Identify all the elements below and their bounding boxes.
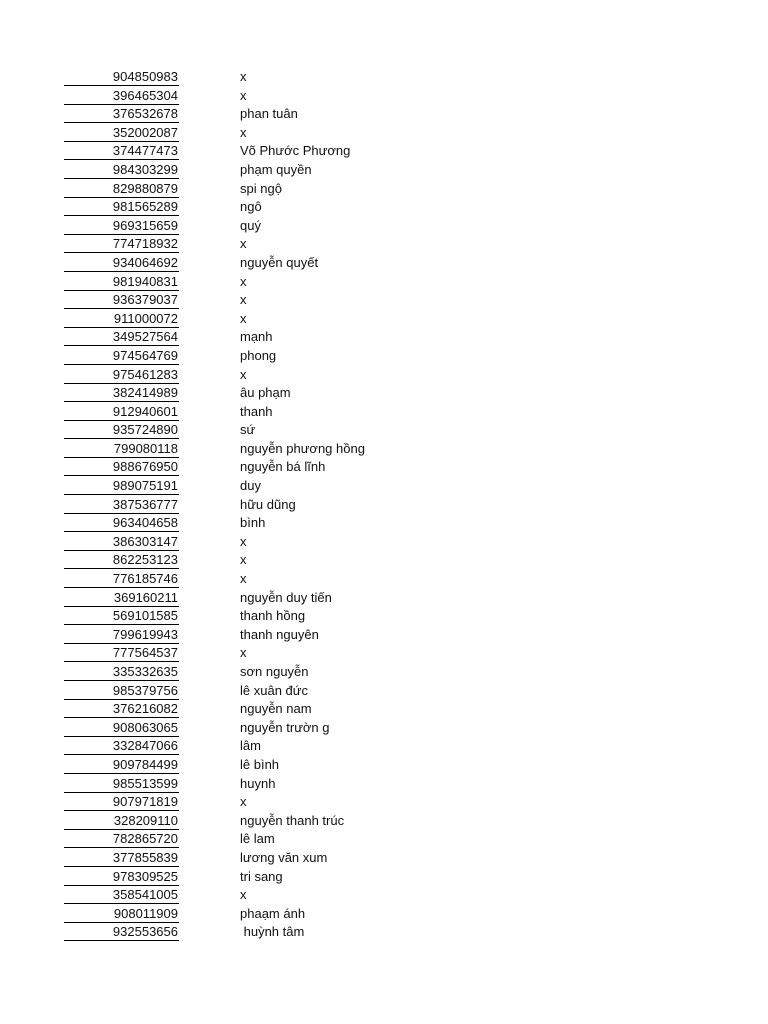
table-row (0, 533, 768, 552)
phone-number-cell: 776185746 (64, 570, 179, 588)
table-row (0, 830, 768, 849)
name-cell: phaạm ánh (240, 905, 306, 921)
table-row (0, 235, 768, 254)
name-cell: x (240, 552, 247, 568)
table-row (0, 626, 768, 645)
phone-number-cell: 374477473 (64, 142, 179, 160)
table-row (0, 328, 768, 347)
table-row (0, 477, 768, 496)
name-cell: x (240, 87, 247, 103)
name-cell: mạnh (240, 329, 273, 345)
name-cell: sơn nguyễn (240, 664, 309, 679)
name-cell: x (240, 794, 247, 810)
name-cell: x (240, 533, 247, 549)
phone-number-cell: 387536777 (64, 496, 179, 514)
name-cell: bình (240, 515, 266, 531)
table-row (0, 87, 768, 106)
phone-number-cell: 934064692 (64, 254, 179, 272)
phone-number-cell: 376216082 (64, 700, 179, 718)
table-row (0, 403, 768, 422)
name-cell: nguyễn phương hồng (240, 440, 365, 456)
phone-number-cell: 981940831 (64, 273, 179, 291)
name-cell: x (240, 887, 247, 903)
phone-number-cell: 862253123 (64, 551, 179, 569)
table-row (0, 905, 768, 924)
phone-number-cell: 935724890 (64, 421, 179, 439)
phone-number-cell: 774718932 (64, 235, 179, 253)
table-row (0, 756, 768, 775)
phone-number-cell: 829880879 (64, 180, 179, 198)
phone-number-cell: 382414989 (64, 384, 179, 402)
name-cell: thanh (240, 403, 273, 419)
phone-number-cell: 985513599 (64, 775, 179, 793)
table-row (0, 682, 768, 701)
name-cell: quý (240, 217, 261, 233)
name-cell: phạm quyền (240, 161, 312, 177)
table-row (0, 105, 768, 124)
name-cell: tri sang (240, 868, 283, 884)
table-row (0, 217, 768, 236)
phone-number-cell: 332847066 (64, 737, 179, 755)
name-cell: thanh hồng (240, 608, 306, 624)
name-cell: huynh (240, 775, 276, 791)
name-cell: huỳnh tâm (240, 924, 305, 940)
table-row (0, 607, 768, 626)
phone-number-cell: 909784499 (64, 756, 179, 774)
name-cell: x (240, 366, 247, 382)
table-row (0, 737, 768, 756)
table-row (0, 644, 768, 663)
name-cell: x (240, 571, 247, 587)
table-row (0, 180, 768, 199)
phone-number-cell: 988676950 (64, 458, 179, 476)
name-cell: Võ Phước Phương (240, 143, 351, 159)
phone-number-cell: 932553656 (64, 923, 179, 941)
phone-number-cell: 396465304 (64, 87, 179, 105)
name-cell: x (240, 124, 247, 140)
table-row (0, 440, 768, 459)
phone-number-cell: 963404658 (64, 514, 179, 532)
table-row (0, 68, 768, 87)
name-cell: x (240, 273, 247, 289)
name-cell: lê bình (240, 756, 280, 772)
table-row (0, 514, 768, 533)
name-cell: nguyễn nam (240, 701, 312, 717)
table-row (0, 700, 768, 719)
phone-number-cell: 907971819 (64, 793, 179, 811)
table-row (0, 570, 768, 589)
table-row (0, 142, 768, 161)
name-cell: phong (240, 347, 277, 363)
table-row (0, 849, 768, 868)
phone-number-cell: 376532678 (64, 105, 179, 123)
table-row (0, 310, 768, 329)
table-row (0, 663, 768, 682)
name-cell: thanh nguyên (240, 626, 319, 642)
table-row (0, 198, 768, 217)
phone-number-cell: 328209110 (64, 812, 179, 830)
name-cell: sứ (240, 422, 256, 438)
phone-number-cell: 911000072 (64, 310, 179, 328)
phone-number-cell: 912940601 (64, 403, 179, 421)
phone-number-cell: 936379037 (64, 291, 179, 309)
phone-number-cell: 984303299 (64, 161, 179, 179)
name-cell: âu phạm (240, 385, 291, 401)
phone-number-cell: 908011909 (64, 905, 179, 923)
table-row (0, 719, 768, 738)
name-cell: x (240, 69, 247, 84)
name-cell: lâm (240, 738, 261, 754)
table-row (0, 923, 768, 942)
phone-number-cell: 352002087 (64, 124, 179, 142)
name-cell: spi ngộ (240, 180, 282, 196)
phone-number-cell: 799080118 (64, 440, 179, 458)
phone-number-cell: 777564537 (64, 644, 179, 662)
name-cell: lê xuân đức (240, 682, 308, 698)
phone-number-cell: 981565289 (64, 198, 179, 216)
phone-number-cell: 978309525 (64, 868, 179, 886)
name-cell: nguyễn bá lĩnh (240, 459, 326, 475)
table-row (0, 254, 768, 273)
name-cell: nguyễn trườn g (240, 719, 330, 735)
name-cell: x (240, 645, 247, 661)
table-row (0, 384, 768, 403)
table-row (0, 886, 768, 905)
phone-number-cell: 904850983 (64, 68, 179, 86)
phone-number-cell: 569101585 (64, 607, 179, 625)
table-row (0, 551, 768, 570)
table-row (0, 868, 768, 887)
phone-number-cell: 386303147 (64, 533, 179, 551)
name-cell: lương văn xum (240, 849, 328, 865)
name-cell: lê lam (240, 831, 275, 847)
phone-number-cell: 369160211 (64, 589, 179, 607)
name-cell: phan tuân (240, 106, 298, 122)
name-cell: x (240, 292, 247, 308)
contact-list (0, 68, 768, 942)
phone-number-cell: 975461283 (64, 366, 179, 384)
name-cell: x (240, 310, 247, 326)
name-cell: nguyễn duy tiến (240, 589, 332, 605)
name-cell: ngô (240, 199, 262, 215)
phone-number-cell: 989075191 (64, 477, 179, 495)
phone-number-cell: 335332635 (64, 663, 179, 681)
phone-number-cell: 782865720 (64, 830, 179, 848)
name-cell: nguyễn quyết (240, 254, 319, 270)
phone-number-cell: 974564769 (64, 347, 179, 365)
table-row (0, 291, 768, 310)
table-row (0, 366, 768, 385)
table-row (0, 793, 768, 812)
table-row (0, 496, 768, 515)
phone-number-cell: 358541005 (64, 886, 179, 904)
table-row (0, 775, 768, 794)
name-cell: nguyễn thanh trúc (240, 812, 345, 828)
phone-number-cell: 377855839 (64, 849, 179, 867)
name-cell: x (240, 236, 247, 252)
table-row (0, 273, 768, 292)
table-row (0, 161, 768, 180)
phone-number-cell: 349527564 (64, 328, 179, 346)
phone-number-cell: 799619943 (64, 626, 179, 644)
phone-number-cell: 908063065 (64, 719, 179, 737)
name-cell: hữu dũng (240, 496, 296, 512)
table-row (0, 458, 768, 477)
table-row (0, 589, 768, 608)
table-row (0, 421, 768, 440)
table-row (0, 812, 768, 831)
phone-number-cell: 969315659 (64, 217, 179, 235)
name-cell: duy (240, 478, 261, 494)
table-row (0, 347, 768, 366)
table-row (0, 124, 768, 143)
phone-number-cell: 985379756 (64, 682, 179, 700)
